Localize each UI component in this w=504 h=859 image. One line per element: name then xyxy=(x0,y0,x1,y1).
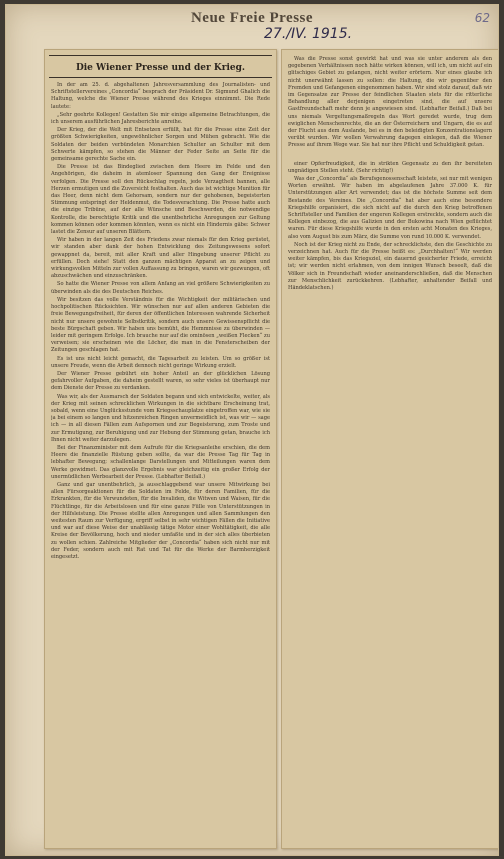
page-number: 62 xyxy=(474,11,490,25)
paragraph: Bei der Finanzminister mit dem Aufrufe für die Kriegsanleihe erschien, die dem Heere die finanzielle Rüstung geben sollte, da war die Presse Tag für Tag in lebhafter Bewegung; schallenlange Darstellungen und Mitteilungen waren dem Werke gewidmet. Das glanzvolle Ergebnis war gleichzeitig ein großer Erfolg der unermüdlichen Werbearbeit der Presse. (Lebhafter Beifall.) xyxy=(51,444,270,480)
paragraph: Wir haben in der langen Zeit des Friedens zwar niemals für den Krieg gerüstet, wir standen aber dank der hohen Entwicklung des Zeitungswesens sofort gewappnet da, bereit, mit aller Kraft und aller Hingebung unserer Pflicht zu erfüllen. Doch siehe! Statt den ganzen mächtigen Apparat an zu zeigen und wirkungsvollen Mitteln zur vollen Auffassung zu bringen, waren wir gezwungen, oft abzuschwächen und einzuschränken. xyxy=(51,237,270,280)
paragraph: Wir besitzen das volle Verständnis für die Wichtigkeit der militärischen und hochpolitischen Rücksichten. Wir wünschen nur auf allen anderen Gebieten die freie Bewegungsfreiheit, für deren der öffentlichen Interessen wahrende Sicherheit nicht nur unsere gewohnte Selbstkritik, sondern auch unsere Gewissenspflicht die beste Bürgschaft geben. Wir haben uns bemüht, die Hemmnisse zu überwinden — leider mit geringem Erfolge. Ich brauche nur auf die ominösen „weißen Flecken“ zu verweisen; sie erscheinen wie die Löcher, die man in die Fensterscheiben der Zeitungen geschlagen hat. xyxy=(51,296,270,354)
clipping-left-column xyxy=(44,49,277,849)
paragraph: Es ist uns nicht leicht gemacht, die Tagesarbeit zu leisten. Um so größer ist unsere Freude, wenn die Arbeit dennoch nicht geringe Wirkung erzielt. xyxy=(51,355,270,369)
column-gap xyxy=(288,151,492,161)
paragraph: In der am 25. d. abgehaltenen Jahresversammlung des Journalisten- und Schriftstellervereines „Concordia“ besprach der Präsident Dr. Sigmund Ghalich die Haltung, welche die Wiener Presse während des Krieges einnimmt. Die Rede lautete: xyxy=(51,82,270,110)
paragraph: Der Wiener Presse gebührt ein hoher Anteil an der glücklichen Lösung gefahrvoller Aufgaben, die daheim gestellt waren, so sehr vieles ist überhaupt nur dem Dienste der Presse zu verdanken. xyxy=(51,370,270,392)
article-title: Die Wiener Presse und der Krieg. xyxy=(75,63,246,73)
article-body-right xyxy=(288,56,492,842)
title-rule xyxy=(49,77,272,78)
clipping-right-column xyxy=(281,49,499,849)
paragraph: Die Presse ist das Bindeglied zwischen dem Heere im Felde und den Angehörigen, die daheim in atemloser Spannung den Gang der Ereignisse verfolgen. Die Presse soll den Rückschlag regeln, jede Verzagtheit bannen, alle Herzen ermutigen und die Zuversicht festhalten. Auch das ist wichtige Munition für das Heer, denn nicht dem Gehorsam, sondern nur der gehobenen, begeisterten Stimmung entspringt der Heldenmut, die Todesverachtung. Die Presse hatte auch die einzige Tribüne, auf der alle Wünsche und Beschwerden, die notwendige Kontrolle, die berechtigte Kritik und die unentbehrliche Anregungen zur Geltung kommen können oder kommen könnten, wenn es nicht ein Hindernis gäbe: Schwer lastet die Zensur auf unseren Blättern. xyxy=(51,164,270,236)
paragraph: Ganz und gar unentbehrlich, ja ausschlaggebend war unsere Mitwirkung bei allen Fürsorgeaktionen für die Soldaten im Felde, für deren Familien, für die Erkrankten, für die Verwundeten, für die Invaliden, die Witwen und Waisen, für die Flüchtlinge, für die Arbeitslosen und für eine ganze Fülle von Unterstützungen in der Hilfsleistung. Die Presse stellte allen Anregungen und allen Sammlungen den weitesten Raum zur Verfügung, ergriff selbst in sehr wichtigen Fällen die Initiative und war auf diese Weise der unablässig tätige Motor einer Wohltätigkeit, die alle Kreise der Bevölkerung, hoch und nieder umfaßte und in der sich alles überbieten zu wollen schien. Zahlreiche Mitglieder der „Concordia“ haben sich nicht nur mit der Feder, sondern auch mit Rat und Tat für die Werke der Barmherzigkeit eingesetzt. xyxy=(51,481,270,560)
paragraph: einer Opferfreudigkeit, die in strikten Gegensatz zu den ihr bereiteten ungnädigen Stellen steht. (Sehr richtig!) xyxy=(288,160,492,174)
newspaper-masthead: Neue Freie Presse xyxy=(190,10,314,26)
paragraph: Noch ist der Krieg nicht zu Ende, der schrecklichste, den die Geschichte zu verzeichnen hat. Auch für die Presse heißt es: „Durchhalten!“ Wir werden weiter kämpfen, bis das Kriegsziel, ein dauernd gesicherter Friede, erreicht ist; wir werden nicht erlahmen, von dem innigen Wunsch beseelt, daß die Völker sich in Freundschaft wieder aneinanderschließen, daß die Menschen zur Menschlichkeit zurückkehren. (Lebhafter, anhaltender Beifall und Händeklatschen.) xyxy=(288,241,492,292)
paragraph: Was die Presse sonst gewirkt hat und was sie unter anderem als den gegebenen Verhältnissen noch hätte wirken können, will ich, um nicht auf ein glitschiges Gebiet zu gelangen, nicht weiter erörtern. Nur eines glaube ich nicht unerwähnt lassen zu sollen: die Haltung, die wir gegenüber den Fremden und Gefangenen eingenommen haben. Wir sind stolz darauf, daß wir im Gegensatze zur Presse der feindlichen Staaten stets für die ritterliche Behandlung aller derjenigen eingetreten sind, die auf unsere Gastfreundschaft mehr denn je angewiesen sind. (Lebhafter Beifall.) Daß bei uns niemals Vergeltungsmaßregeln das Wort geredet wurde, trug dem ewiglichen Menschenrechte, die an der Österreichern und Ungarn, die es auf der Flucht aus dem Auslande, bei es in den beleidigten Konzentrationslagern verübt wurden. Wir wollen Verwahrung dagegen einlegen, daß die Wiener Presse auf ihrem Wege war. Sie hat nur ihre Pflicht und Schuldigkeit getan. xyxy=(288,56,492,149)
top-rule xyxy=(49,55,272,56)
handwritten-date: 27./IV. 1915. xyxy=(264,26,353,42)
paragraph: Was wir, als der Ausmarsch der Soldaten begann und sich entwickelte, weiter, als der Krieg mit seinen schrecklichen Wirkungen in die sichtbare Erscheinung trat, sobald, wenn eine Unglücksstunde vom Kriegsschauplatze eingetroffen war, wie sie ja bei einem so langen und hitzenreichen Ringen unvermeidlich ist, was wir — sage ich — in all diesen Fällen zum Aufspornen und zur Begeisterung, zum Troste und zur Ermutigung, zur Beruhigung und zur Hebung der Stimmung getan, brauche ich Ihnen nicht weiter darzulegen. xyxy=(51,393,270,443)
paragraph: Der Krieg, der die Welt mit Entsetzen erfüllt, hat für die Presse eine Zeit der größten Schwierigkeiten, ungewöhnlicher Sorgen und Mühen gebracht. Wie die Soldaten der beiden verbündeten Monarchien Schulter an Schulter mit dem Schwerte kämpfen, so stehen die Männer der Feder Seite an Seite für die gemeinsame gerechte Sache ein. xyxy=(51,127,270,163)
archive-sheet xyxy=(5,4,499,856)
article-body-left xyxy=(51,82,270,842)
paragraph: Was der „Concordia“ als Berufsgenossenschaft leistete, sei nur mit wenigen Worten erwähnt. Wir haben im abgelaufenen Jahre 37.000 K. für Unterstützungen aller Art verwendet; das ist die höchste Summe seit dem Bestande des Vereines. Die „Concordia“ hat aber auch eine besondere Kriegshilfe organisiert, die sich nicht auf die durch den Krieg betroffenen Schriftsteller und Familien der engeren Kollegen erstreckte, sondern auch die Kollegen einbezog, die aus Galizien und der Bukowina nach Wien geflüchtet waren. Für diese Kriegshilfe wurde in den ersten acht Monaten des Krieges, also vom August bis zum März, die Summe von rund 10.000 K. verwendet. xyxy=(288,176,492,240)
paragraph: „Sehr geehrte Kollegen! Gestatten Sie mir einige allgemeine Betrachtungen, die ich unserem ausführlichen Jahresberichte anreihe. xyxy=(51,111,270,126)
paragraph: So hatte die Wiener Presse von allem Anfang an viel größere Schwierigkeiten zu überwinden als die des Deutschen Reiches. xyxy=(51,281,270,295)
